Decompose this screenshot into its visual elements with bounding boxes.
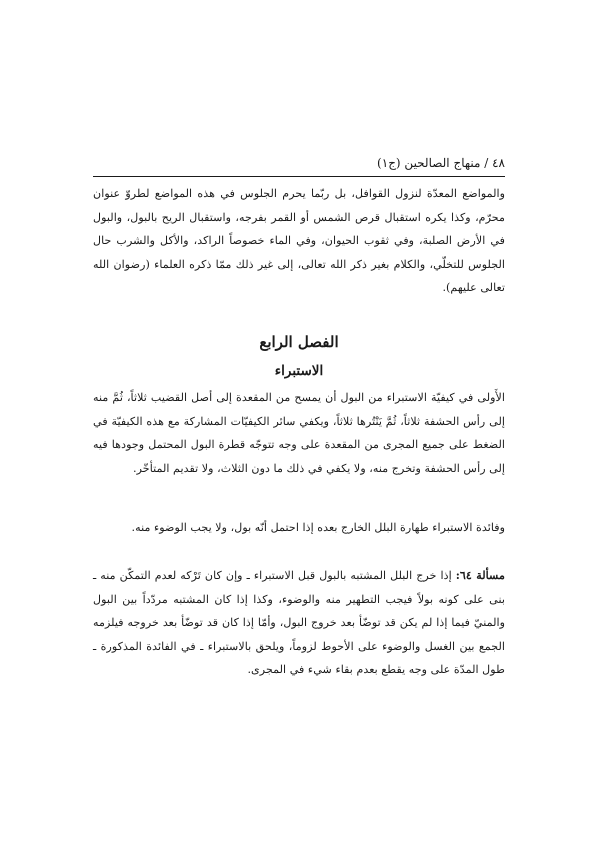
- chapter-heading: الفصل الرابع: [259, 333, 339, 351]
- issue-label: مسألة ٦٤:: [455, 568, 505, 582]
- issue-text: إذا خرج البلل المشتبه بالبول قبل الاستبراء ـ وإن كان تَرْكه لعدم التمكّن منه ـ بنى على كونه بولاً فيجب التطهير منه والوضوء، وكذا إذا كان المشتبه مردّداً بين البول والمنيّ فيما إذا لم يكن قد توضّأ بعد خروج البول، وأمّا إذا كان قد توضّأ بعد خروجه فيلزمه الجمع بين الغسل والوضوء على الأحوط لزوماً، ويلحق بالاستبراء ـ في الفائدة المذكورة ـ طول المدّة على وجه يقطع بعدم بقاء شيء في المجرى.: [93, 569, 505, 676]
- paragraph-3: وفائدة الاستبراء طهارة البلل الخارج بعده إذا احتمل أنّه بول، ولا يجب الوضوء منه.: [131, 521, 505, 534]
- running-header: ٤٨ / منهاج الصالحين (ج١): [377, 156, 505, 170]
- paragraph-1: والمواضع المعدّة لنزول القوافل، بل ربّما يحرم الجلوس في هذه المواضع لطروّ عنوان محرّم، وكذا يكره استقبال قرص الشمس أو القمر بفرجه، واستقبال الريح بالبول، والبول في الأرض الصلبة، وفي ثقوب الحيوان، وفي الماء خصوصاً الراكد، والأكل والشرب حال الجلوس للتخلّي، والكلام بغير ذكر الله تعالى، إلى غير ذلك ممّا ذكره العلماء (رضوان الله تعالى عليهم).: [93, 187, 505, 294]
- section-heading: الاستبراء: [274, 363, 324, 379]
- paragraph-4: [93, 564, 505, 682]
- header-rule: [93, 176, 505, 177]
- paragraph-2: الأَولى في كيفيّة الاستبراء من البول أن يمسح من المقعدة إلى أصل القضيب ثلاثاً، ثُمَّ منه إلى رأس الحشفة ثلاثاً، ثُمَّ يَنْتُرها ثلاثاً، ويكفي سائر الكيفيّات المشاركة مع هذه الكيفيّة في الضغط على جميع المجرى من المقعدة على وجه تتوجّه قطرة البول المحتمل وجودها فيه إلى رأس الحشفة وتخرج منه، ولا يكفي في ذلك ما دون الثلاث، ولا تقديم المتأخّر.: [93, 391, 505, 475]
